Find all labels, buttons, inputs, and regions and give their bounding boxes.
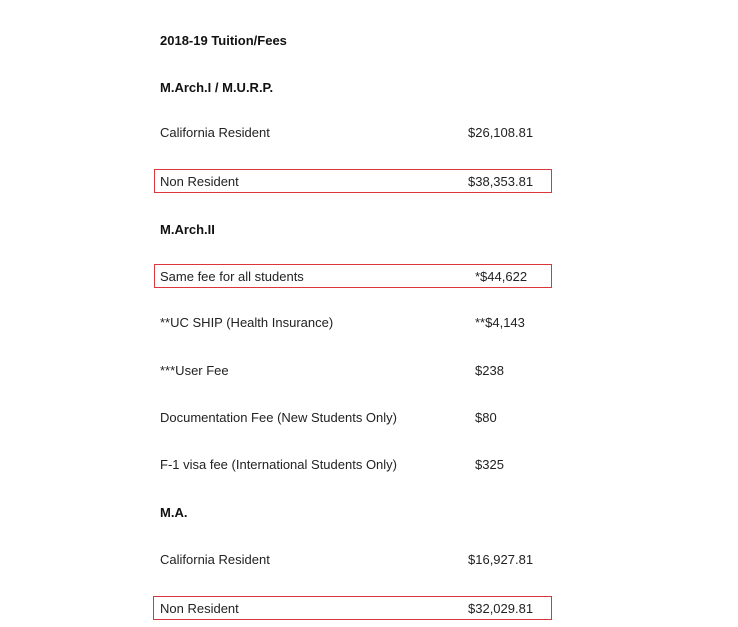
fee-value: $16,927.81 (468, 552, 534, 567)
page-title: 2018-19 Tuition/Fees (160, 33, 287, 48)
fee-row-same-fee-all-students (154, 264, 552, 288)
fee-value: $26,108.81 (468, 125, 534, 140)
fee-row-uc-ship (154, 311, 552, 335)
fee-label: Non Resident (160, 174, 239, 189)
fee-row-f1-visa-fee (154, 453, 552, 477)
fee-label: F-1 visa fee (International Students Only) (160, 457, 398, 472)
fee-value: $32,029.81 (468, 601, 534, 616)
fee-row-user-fee (154, 359, 552, 383)
fee-row-california-resident (154, 548, 552, 572)
fee-label: **UC SHIP (Health Insurance) (160, 315, 334, 330)
section-heading-march-i-murp: M.Arch.I / M.U.R.P. (160, 80, 274, 95)
fee-row-non-resident (154, 169, 552, 193)
section-heading-march-ii: M.Arch.II (160, 222, 215, 237)
fee-label: Same fee for all students (160, 269, 304, 284)
fee-value: $80 (475, 410, 497, 425)
fee-value: $38,353.81 (468, 174, 534, 189)
fee-label: Non Resident (160, 601, 239, 616)
fee-value: $325 (475, 457, 504, 472)
fee-row-california-resident (154, 121, 552, 145)
fee-value: **$4,143 (475, 315, 525, 330)
section-heading-ma: M.A. (160, 505, 188, 520)
fee-value: *$44,622 (475, 269, 528, 284)
fee-label: ***User Fee (160, 363, 229, 378)
fee-row-non-resident (153, 596, 552, 620)
fee-label: California Resident (160, 125, 270, 140)
fee-label: California Resident (160, 552, 270, 567)
fee-label: Documentation Fee (New Students Only) (160, 410, 397, 425)
fee-value: $238 (475, 363, 504, 378)
fee-row-documentation-fee (154, 406, 552, 430)
